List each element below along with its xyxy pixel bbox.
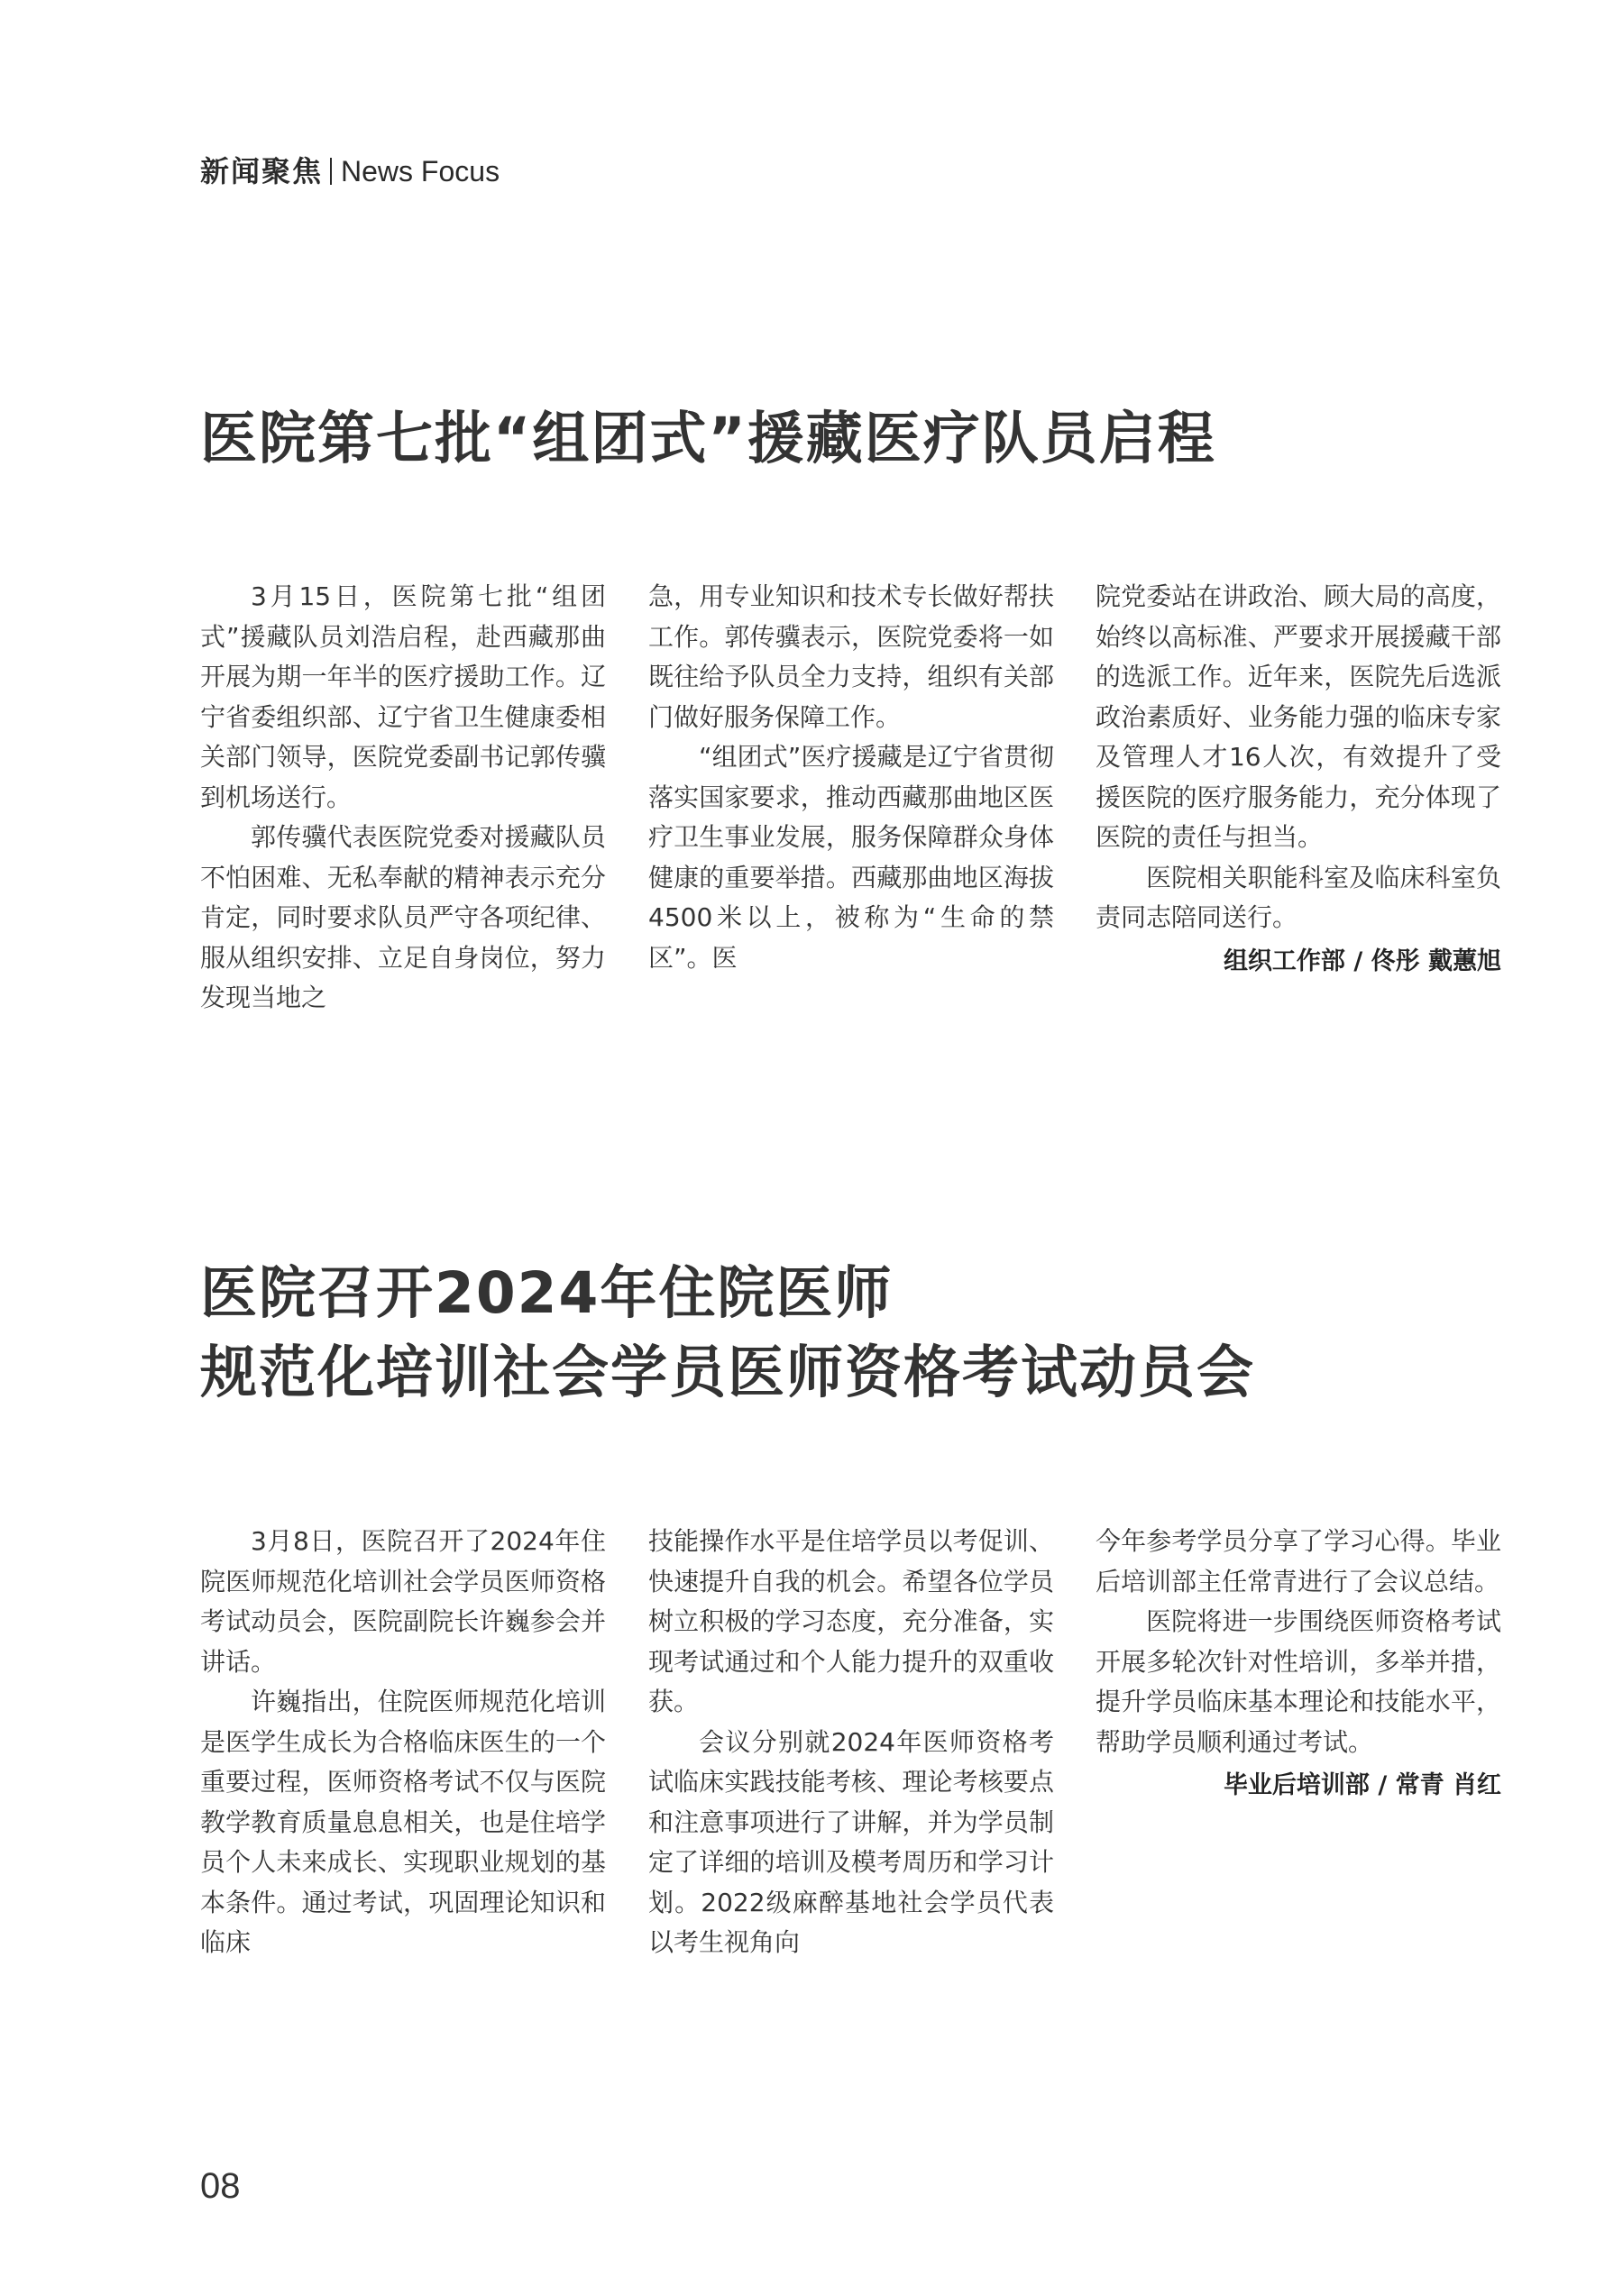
article1-column-1 — [200, 577, 606, 1019]
article1-byline: 组织工作部 / 佟彤 戴蕙旭 — [1223, 947, 1501, 975]
section-header — [200, 151, 500, 191]
article1-column-3 — [1096, 577, 1501, 982]
section-title-cn: 新闻聚焦 — [200, 154, 324, 188]
article2-paragraph: 会议分别就2024年医师资格考试临床实践技能考核、理论考核要点和注意事项进行了讲解，并为学员制定了详细的培训及模考周历和学习计划。2022级麻醉基地社会学员代表以考生视角向 — [648, 1726, 1054, 1957]
article2-column-2 — [648, 1522, 1054, 1963]
page-number: 08 — [200, 2166, 241, 2206]
article2-column-1 — [200, 1522, 606, 1963]
article1-paragraph: 院党委站在讲政治、顾大局的高度，始终以高标准、严要求开展援藏干部的选派工作。近年来，医院先后选派政治素质好、业务能力强的临床专家及管理人才16人次，有效提升了受援医院的医疗服务能力，充分体现了医院的责任与担当。 — [1096, 581, 1501, 852]
article1-paragraph: 3月15日，医院第七批“组团式”援藏队员刘浩启程，赴西藏那曲开展为期一年半的医疗援助工作。辽宁省委组织部、辽宁省卫生健康委相关部门领导，医院党委副书记郭传骥到机场送行。 — [200, 581, 606, 812]
article1-paragraph: 急，用专业知识和技术专长做好帮扶工作。郭传骥表示，医院党委将一如既往给予队员全力支持，组织有关部门做好服务保障工作。 — [648, 581, 1054, 732]
article2-title-line-2: 规范化培训社会学员医师资格考试动员会 — [200, 1340, 1255, 1405]
article1-column-2 — [648, 577, 1054, 978]
article1-title: 医院第七批“组团式”援藏医疗队员启程 — [200, 406, 1216, 471]
article2-title-line-1: 医院召开2024年住院医师 — [200, 1260, 894, 1326]
article2-paragraph: 医院将进一步围绕医师资格考试开展多轮次针对性培训，多举并措，提升学员临床基本理论和技能水平，帮助学员顺利通过考试。 — [1096, 1606, 1501, 1757]
header-separator — [330, 158, 332, 185]
article2-paragraph: 技能操作水平是住培学员以考促训、快速提升自我的机会。希望各位学员树立积极的学习态度，充分准备，实现考试通过和个人能力提升的双重收获。 — [648, 1526, 1054, 1716]
article2-paragraph: 3月8日，医院召开了2024年住院医师规范化培训社会学员医师资格考试动员会，医院副院长许巍参会并讲话。 — [200, 1526, 606, 1677]
article1-paragraph: 医院相关职能科室及临床科室负责同志陪同送行。 — [1096, 862, 1501, 932]
article1-paragraph: 郭传骥代表医院党委对援藏队员不怕困难、无私奉献的精神表示充分肯定，同时要求队员严守各项纪律、服从组织安排、立足自身岗位，努力发现当地之 — [200, 822, 606, 1012]
article2-paragraph: 许巍指出，住院医师规范化培训是医学生成长为合格临床医生的一个重要过程，医师资格考试不仅与医院教学教育质量息息相关，也是住培学员个人未来成长、实现职业规划的基本条件。通过考试，巩固理论知识和临床 — [200, 1687, 606, 1957]
article2-column-3 — [1096, 1522, 1501, 1806]
section-title-en: News Focus — [341, 155, 500, 188]
article2-byline: 毕业后培训部 / 常青 肖红 — [1223, 1771, 1501, 1799]
article1-paragraph: “组团式”医疗援藏是辽宁省贯彻落实国家要求，推动西藏那曲地区医疗卫生事业发展，服务保障群众身体健康的重要举措。西藏那曲地区海拔4500米以上，被称为“生命的禁区”。医 — [648, 742, 1054, 973]
article2-paragraph: 今年参考学员分享了学习心得。毕业后培训部主任常青进行了会议总结。 — [1096, 1526, 1501, 1596]
